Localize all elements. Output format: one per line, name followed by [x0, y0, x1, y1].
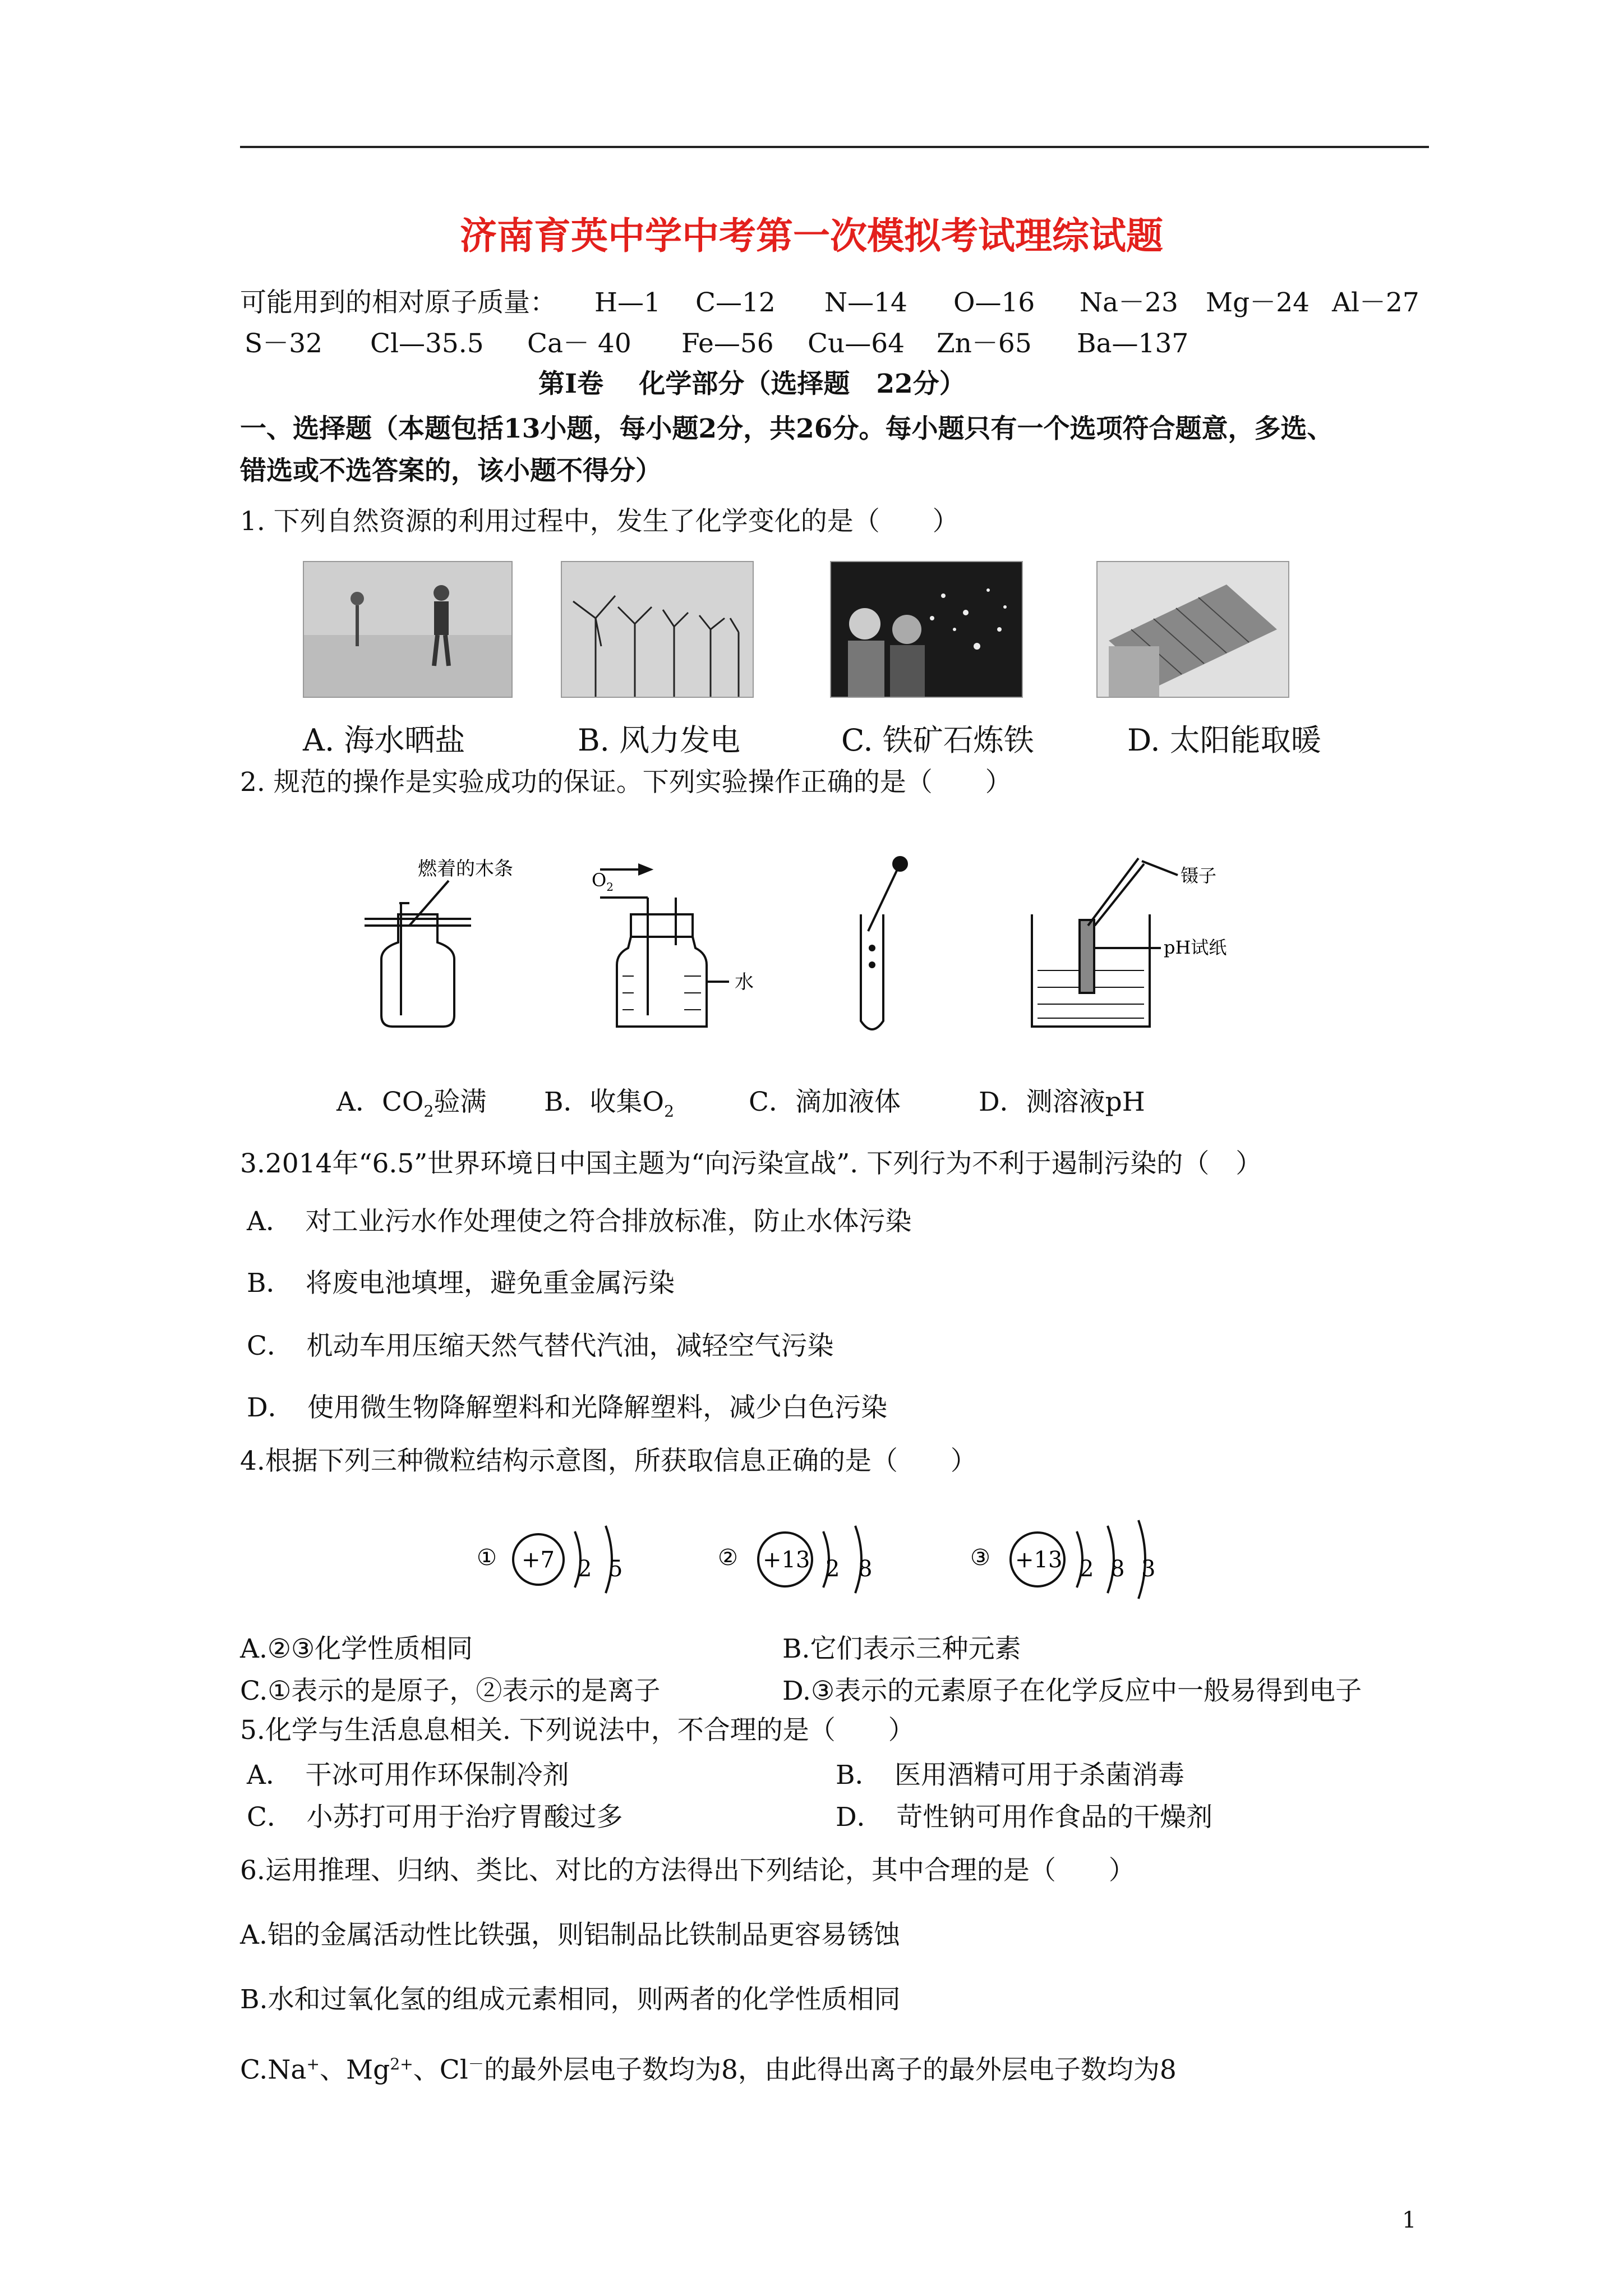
q6-option-c: C.Na+、$Mg^{2+}$、Cl－的最外层电子数均为8，由此得出离子的最外层电子数均为8 [240, 2054, 1177, 2086]
svg-text:3: 3 [1141, 1556, 1156, 1582]
mass-N: N—14 [824, 287, 907, 318]
mass-Ba: Ba—137 [1077, 328, 1189, 359]
mass-Cl: Cl—35.5 [370, 328, 484, 359]
mass-H: H—1 [594, 287, 661, 318]
test-tube-dropper-diagram [861, 857, 907, 1029]
q6-option-b: B.水和过氧化氢的组成元素相同，则两者的化学性质相同 [240, 1984, 901, 2015]
q1-caption-d: D. 太阳能取暖 [1127, 723, 1321, 758]
mass-C: C—12 [695, 287, 776, 318]
q1-caption-a: A. 海水晒盐 [303, 723, 465, 758]
q1-image-salt-pan [303, 561, 513, 698]
mass-Zn: Zn－65 [937, 328, 1032, 359]
q1-caption-c: C. 铁矿石炼铁 [841, 723, 1034, 758]
ph-test-diagram [1032, 858, 1178, 1027]
mass-Ca: Ca－ 40 [527, 328, 631, 359]
part1-heading-line2: 错选或不选答案的，该小题不得分） [240, 455, 662, 486]
mass-Cu: Cu—64 [808, 328, 905, 359]
q2-option-c: C．滴加液体 [749, 1087, 901, 1117]
wind-turbine-illustration [562, 562, 753, 697]
q2-option-d: D．测溶液pH [979, 1087, 1145, 1117]
q3-option-d: D． 使用微生物降解塑料和光降解塑料，减少白色污染 [247, 1392, 888, 1423]
q4-atom-diagrams [471, 1509, 1256, 1621]
atom-diagram-1 [477, 1526, 623, 1593]
atomic-mass-line-1 [240, 286, 556, 320]
svg-text:②: ② [718, 1545, 738, 1571]
section-heading: 第Ⅰ卷 化学部分（选择题 22分） [538, 369, 966, 399]
mass-Al: Al－27 [1332, 287, 1419, 318]
q4-option-d: D.③表示的元素原子在化学反应中一般易得到电子 [782, 1676, 1362, 1706]
q3-stem: 3.2014年“6.5”世界环境日中国主题为“向污染宣战”. 下列行为不利于遏制污染的（ ） [240, 1148, 1262, 1179]
q2-option-b: B．收集$O_2$ [544, 1087, 675, 1121]
label-water: 水 [735, 971, 754, 993]
q3-option-c: C． 机动车用压缩天然气替代汽油，减轻空气污染 [247, 1331, 834, 1361]
svg-text:+13: +13 [763, 1547, 810, 1573]
svg-text:③: ③ [970, 1545, 990, 1571]
q5-option-a: A． 干冰可用作环保制冷剂 [247, 1760, 569, 1791]
q1-caption-b: B. 风力发电 [578, 723, 741, 758]
svg-text:5: 5 [608, 1556, 623, 1582]
q1-image-wind-turbines [561, 561, 754, 698]
svg-text:2: 2 [826, 1556, 840, 1582]
svg-text:2: 2 [1080, 1556, 1094, 1582]
q2-stem: 2. 规范的操作是实验成功的保证。下列实验操作正确的是（ ） [240, 767, 1012, 798]
label-o2: $O_2$ [592, 869, 614, 894]
q1-image-ironmaking [830, 561, 1023, 698]
salt-worker-illustration [304, 562, 511, 697]
q5-option-d: D． 苛性钠可用作食品的干燥剂 [836, 1802, 1213, 1833]
solar-roof-illustration [1098, 562, 1288, 697]
ironmaking-illustration [831, 562, 1022, 697]
q3-option-a: A． 对工业污水作处理使之符合排放标准，防止水体污染 [247, 1206, 912, 1237]
label-ph-paper: pH试纸 [1164, 937, 1227, 958]
svg-text:8: 8 [858, 1556, 873, 1582]
mass-Fe: Fe—56 [681, 328, 774, 359]
header-rule [240, 146, 1429, 148]
svg-text:2: 2 [578, 1556, 592, 1582]
mass-S: S－32 [245, 328, 323, 359]
q1-stem: 1. 下列自然资源的利用过程中，发生了化学变化的是（ ） [240, 506, 959, 537]
svg-text:+13: +13 [1015, 1547, 1063, 1573]
q4-option-b: B.它们表示三种元素 [782, 1634, 1021, 1664]
mass-Na: Na－23 [1080, 287, 1178, 318]
co2-bottle-diagram [365, 881, 471, 1027]
atom-diagram-2 [718, 1526, 872, 1593]
label-tweezers: 镊子 [1181, 865, 1217, 886]
svg-text:①: ① [477, 1545, 497, 1571]
atom-diagram-3 [970, 1520, 1155, 1599]
gas-collect-bottle-diagram [600, 865, 729, 1027]
q5-option-b: B． 医用酒精可用于杀菌消毒 [836, 1760, 1185, 1791]
atomic-mass-lead: 可能用到的相对原子质量： [240, 287, 556, 318]
svg-text:+7: +7 [522, 1547, 555, 1573]
q6-option-a: A.铝的金属活动性比铁强，则铝制品比铁制品更容易锈蚀 [240, 1920, 900, 1950]
mass-O: O—16 [953, 287, 1035, 318]
svg-text:8: 8 [1110, 1556, 1125, 1582]
q4-stem: 4.根据下列三种微粒结构示意图，所获取信息正确的是（ ） [240, 1446, 977, 1476]
q2-apparatus-diagrams [336, 847, 1346, 1060]
q1-image-solar-heating [1096, 561, 1289, 698]
q5-option-c: C． 小苏打可用于治疗胃酸过多 [247, 1802, 623, 1833]
label-burning-stick: 燃着的木条 [418, 858, 513, 880]
page-title: 济南育英中学中考第一次模拟考试理综试题 [460, 214, 1163, 257]
q6-stem: 6.运用推理、归纳、类比、对比的方法得出下列结论，其中合理的是（ ） [240, 1855, 1135, 1886]
q2-option-a: A．$CO_2$验满 [336, 1087, 487, 1121]
q3-option-b: B． 将废电池填埋，避免重金属污染 [247, 1268, 675, 1299]
mass-Mg: Mg－24 [1206, 287, 1310, 318]
q5-stem: 5.化学与生活息息相关. 下列说法中，不合理的是（ ） [240, 1715, 915, 1746]
q4-option-c: C.①表示的是原子，②表示的是离子 [240, 1676, 661, 1706]
q4-option-a: A.②③化学性质相同 [240, 1634, 473, 1664]
page-number: 1 [1402, 2207, 1417, 2233]
part1-heading-line1: 一、选择题（本题包括13小题，每小题2分，共26分。每小题只有一个选项符合题意，多选、 [240, 413, 1334, 444]
